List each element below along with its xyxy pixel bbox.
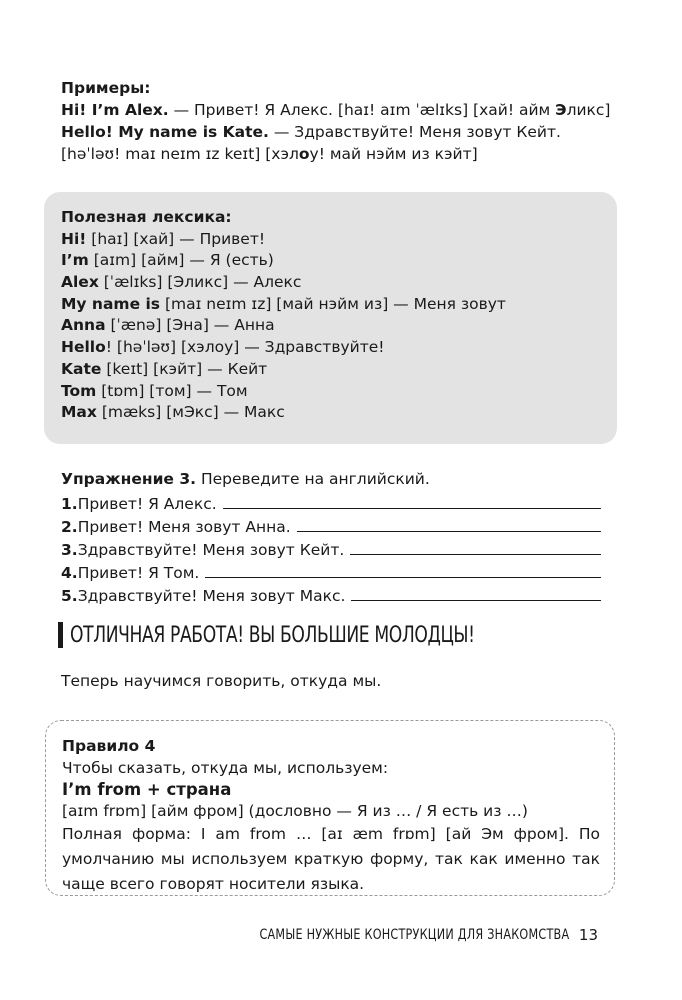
vocabulary-item: Hello! [həˈləʊ] [хэлоу] — Здравствуйте! [61, 338, 385, 357]
vocabulary-heading: Полезная лексика: [61, 208, 232, 226]
section-heading [58, 621, 589, 649]
exercise-item: 4. Привет! Я Том. [61, 559, 601, 582]
vocabulary-item: Hi! [haɪ] [хай] — Привет! [61, 229, 266, 248]
answer-line[interactable] [297, 531, 601, 532]
intro-text: Теперь научимся говорить, откуда мы. [61, 672, 382, 690]
rule-formula: I’m from + страна [62, 780, 232, 799]
answer-line[interactable] [205, 577, 601, 578]
page-footer [182, 926, 598, 944]
vocabulary-box [44, 192, 617, 444]
rule-title: Правило 4 [62, 737, 156, 755]
examples-section [61, 77, 621, 165]
answer-line[interactable] [350, 554, 601, 555]
vocabulary-item: My name is [maɪ neɪm ɪz] [май нэйм из] — Меня зовут [61, 294, 506, 313]
footer-title: САМЫЕ НУЖНЫЕ КОНСТРУКЦИИ ДЛЯ ЗНАКОМСТВА [259, 927, 569, 943]
examples-heading: Примеры: [61, 79, 151, 97]
rule-line: [aɪm frɒm] [айм фром] (дословно — Я из … / Я есть из …) [62, 801, 528, 820]
vocabulary-item: Max [mæks] [мЭкс] — Макс [61, 403, 285, 422]
answer-line[interactable] [223, 508, 601, 509]
exercise-section [61, 468, 621, 605]
rule-paragraph: Полная форма: I am from … [aɪ æm frɒm] [ай Эм фром]. По умолчанию мы используем краткую форму, так как именно так чаще всего говорят носители языка. [62, 825, 600, 893]
exercise-title: Упражнение 3. Переведите на английский. [61, 470, 430, 488]
exercise-item: 2. Привет! Меня зовут Анна. [61, 513, 601, 536]
vocabulary-item: Alex [ˈælɪks] [Эликс] — Алекс [61, 273, 302, 292]
exercise-item: 3. Здравствуйте! Меня зовут Кейт. [61, 536, 601, 559]
exercise-item: 1. Привет! Я Алекс. [61, 490, 601, 513]
page-number: 13 [578, 926, 598, 944]
section-heading-text: ОТЛИЧНАЯ РАБОТА! ВЫ БОЛЬШИЕ МОЛОДЦЫ! [70, 622, 475, 648]
example-line: [həˈləʊ! maɪ neɪm ɪz keɪt] [хэлоу! май нэйм из кэйт] [61, 145, 478, 163]
rule-box [45, 720, 615, 896]
rule-line: Чтобы сказать, откуда мы, используем: [62, 758, 389, 777]
answer-line[interactable] [351, 600, 601, 601]
vocabulary-item: Kate [keɪt] [кэйт] — Кейт [61, 359, 268, 378]
vocabulary-item: Tom [tɒm] [том] — Том [61, 381, 248, 400]
example-line: Hello! My name is Kate. — Здравствуйте! Меня зовут Кейт. [61, 123, 561, 141]
example-line: Hi! I’m Alex. — Привет! Я Алекс. [haɪ! aɪm ˈælɪks] [хай! айм Эликс] [61, 101, 611, 119]
exercise-item: 5. Здравствуйте! Меня зовут Макс. [61, 582, 601, 605]
vocabulary-item: I’m [aɪm] [айм] — Я (есть) [61, 251, 274, 270]
vocabulary-item: Anna [ˈænə] [Эна] — Анна [61, 316, 275, 335]
heading-bar [58, 622, 63, 648]
